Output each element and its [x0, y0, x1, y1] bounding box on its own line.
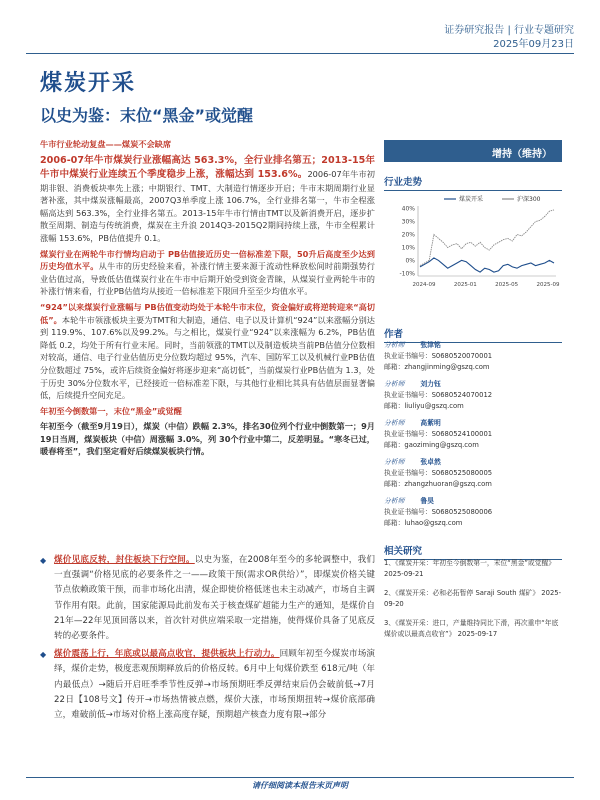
footer-disclaimer: 请仔细阅读本报告末页声明: [252, 781, 348, 790]
report-header: [444, 24, 574, 52]
x-tick-label: 2024-09: [412, 282, 436, 288]
analyst-name: 鲁昊: [420, 497, 434, 505]
bullet-1-head: 煤价见底反转，封住板块下行空间。: [54, 555, 195, 565]
header-rule: [26, 53, 574, 54]
analyst-name: 刘力钰: [420, 380, 441, 388]
paragraph-1-body: 2006-07年牛市初期非银、消费板块率先上涨；中期银行、TMT、大制造行情逐步开启；牛市末期周期行业显著补涨，其中煤炭涨幅最高，2007Q3单季度上涨 106.7%，全行业排名第一，牛市全程涨幅高达到 563.3%，全行业排名第五。2013-15年牛市行情由TMT以及新消费开启，逐步扩散至周期、制造与传统消费，煤炭在主升浪 2014Q3-2015Q2期间持续上涨，牛市全程累计涨幅 153.6%，PB估值提升 0.1。: [40, 168, 375, 243]
analyst-item: [384, 418, 562, 451]
analyst-item: [384, 496, 562, 529]
report-type: 证券研究报告 | 行业专题研究: [444, 25, 574, 36]
x-tick-label: 2025-01: [453, 282, 477, 288]
related-item[interactable]: [384, 618, 562, 640]
trend-chart-svg: [384, 192, 562, 292]
main-title: 以史为鉴：末位“黑金”或觉醒: [40, 106, 254, 125]
series-line-coal: [420, 258, 554, 272]
analyst-item: [384, 379, 562, 412]
related-date: 2025-09-20: [384, 589, 562, 608]
analyst-email-label: 邮箱：: [384, 402, 405, 410]
analyst-cert-label: 执业证书编号：: [384, 352, 432, 360]
analyst-email[interactable]: liuliyu@gszq.com: [404, 402, 464, 410]
analyst-email[interactable]: gaoziming@gszq.com: [404, 441, 479, 449]
analyst-name: 张津铭: [420, 341, 441, 349]
analyst-item: [384, 457, 562, 490]
paragraph-1: [40, 154, 375, 245]
legend-label: 煤炭开采: [459, 196, 484, 203]
bullet-1-body: 以史为鉴，在2008年至今的多轮调整中，我们一直强调“价格见底的必要条件之一——政策干预(需求OR供给）”，即煤炭价格关键节点依赖政策干预，而非市场化出清，煤企即使价格低迷也未主动减产，市场自主调节作用有限。此前，国家能源局此前发布关于核查煤矿超能力生产的通知，是煤价自 21年—22年见顶回落以来，首次针对供应端采取一定措施，使得煤价具备了见底反转的必要条件。: [54, 555, 375, 642]
paragraph-1-head: 2006-07年牛市煤炭行业涨幅高达 563.3%，全行业排名第五；2013-15年牛市中煤炭行业连续五个季度稳步上涨，涨幅达到 153.6%。: [40, 154, 375, 180]
analysts-title: 作者: [384, 326, 562, 343]
analyst-list: [384, 340, 562, 535]
paragraph-3-head: “924”以来煤炭行业涨幅与 PB估值变动均处于本轮牛市末位，资金偏好或将逆转迎来“高切低”。: [40, 301, 375, 325]
analyst-item: [384, 340, 562, 373]
trend-header: [384, 174, 562, 191]
analyst-role: 分析师: [384, 419, 405, 427]
analyst-email-label: 邮箱：: [384, 519, 405, 527]
legend-label: 沪深300: [517, 196, 541, 203]
trend-chart: [384, 192, 562, 292]
paragraph-2: [40, 248, 375, 298]
y-tick-label: 30%: [401, 218, 415, 226]
related-item[interactable]: [384, 558, 562, 580]
analyst-cert-label: 执业证书编号：: [384, 391, 432, 399]
paragraph-2-body: 从牛市的历史经验来看，补涨行情主要来源于流动性释放松间时前期强势行业估值过高，导致低估值煤炭行业在牛市中后期开始受到资金青睐，从煤炭行业两轮牛市的补涨行情来看，行业PB估值均从接近一倍标准差下限回升至至少均值水平。: [40, 261, 375, 297]
related-text: 2、《煤炭开采：必和必拓暂停 Saraji South 煤矿》: [384, 589, 540, 597]
analyst-name: 张卓然: [420, 458, 441, 466]
bullet-list: [40, 553, 375, 726]
summary-subtitle: 牛市行业轮动复盘——煤炭不会缺席: [40, 139, 172, 149]
summary-column: [40, 138, 375, 461]
analyst-role: 分析师: [384, 380, 405, 388]
analyst-email-label: 邮箱：: [384, 363, 405, 371]
analyst-name: 高紫明: [420, 419, 441, 427]
y-tick-label: 40%: [401, 205, 415, 213]
y-tick-label: -10%: [399, 270, 415, 278]
bullet-2-head: 煤价震荡上行，年底或以最高点收官，提供板块上行动力。: [54, 649, 280, 660]
related-text: 3、《煤炭开采：进口，产量维持同比下滑，再次重申“年底煤价或以最高点收官”》: [384, 619, 559, 638]
y-tick-label: 0%: [405, 257, 415, 265]
related-date: 2025-09-21: [384, 570, 424, 578]
x-tick-label: 2025-05: [495, 282, 519, 288]
related-title: 相关研究: [384, 543, 562, 560]
analyst-email-label: 邮箱：: [384, 480, 405, 488]
x-tick-label: 2025-09: [536, 282, 560, 288]
analyst-cert-label: 执业证书编号：: [384, 508, 432, 516]
analyst-cert: S0680525080005: [431, 469, 493, 477]
analyst-role: 分析师: [384, 497, 405, 505]
analyst-cert-label: 执业证书编号：: [384, 469, 432, 477]
analyst-role: 分析师: [384, 458, 405, 466]
y-tick-label: 20%: [401, 231, 415, 239]
paragraph-3-body: 本轮牛市领涨板块主要为TMT和大制造，通信、电子以及计算机“924”以来涨幅分别达到 119.9%、107.6%以及99.2%。与之相比，煤炭行业“924”以来涨幅为 6.2%，PB估值降低 0.2，均处于所有行业末尾。同时，当前领涨的TMT以及制造板块当前PB估值分位数相对较高，通信、电子行业估值历史分位数均超过 95%，汽车、国防军工以及机械行业PB估值分位数超过 75%，或许后续资金偏好将逐步迎来“高切低”，当前煤炭行业PB估值为 1.3，处于历史 30%分位数水平，已经接近一倍标准差下限，与其他行业相比其具有估值层面显著偏低，后续提升空间充足。: [40, 314, 375, 401]
paragraph-3: [40, 301, 375, 402]
paragraph-5: 年初至今（截至9月19日），煤炭（中信）跌幅 2.3%，排名30位列个行业中倒数第一；9月19日当周，煤炭板块（中信）周涨幅 3.0%，列 30个行业中第二，反差明显。“寒冬已过，暖春将至”，我们坚定看好后续煤炭板块行情。: [40, 421, 375, 457]
analyst-cert-label: 执业证书编号：: [384, 430, 432, 438]
analyst-cert: S0680524100001: [431, 430, 493, 438]
footer-rule: [26, 777, 574, 778]
related-text: 1、《煤炭开采：年初至今倒数第一，末位“黑金”或觉醒》: [384, 559, 556, 567]
bullet-2-body: 回顾年初至今煤炭市场演绎，煤价走势，极度悲观预期释放后的价格反转。6月中上旬煤价跌至 618元/吨（年内最低点）→随后开启旺季季节性反弹→市场预期旺季反弹结束后仍会破前低→7月22日【108号文】传开→市场热情被点燃，煤价大涨，市场预期扭转→煤价底部确立，难破前低→市场对价格上涨高度存疑，预期超产核查力度有限→部分: [54, 649, 375, 721]
analyst-cert: S0680520070001: [431, 352, 493, 360]
analyst-role: 分析师: [384, 341, 405, 349]
y-tick-label: 10%: [401, 244, 415, 252]
bullet-item-2: [40, 647, 375, 723]
analyst-email[interactable]: luhao@gszq.com: [404, 519, 463, 527]
related-item[interactable]: [384, 588, 562, 610]
analyst-cert: S0680524070012: [431, 391, 493, 399]
paragraph-4-head: 年初至今倒数第一，末位“黑金”或觉醒: [40, 405, 182, 416]
report-date: 2025年09月23日: [493, 39, 574, 50]
section-title: 煤炭开采: [40, 71, 137, 96]
bullet-item-1: [40, 553, 375, 644]
rating-badge: 增持（维持）: [384, 140, 562, 162]
related-date: 2025-09-17: [457, 630, 498, 638]
trend-title: 行业走势: [384, 174, 562, 191]
analyst-email-label: 邮箱：: [384, 441, 405, 449]
analyst-email[interactable]: zhangzhuoran@gszq.com: [404, 480, 492, 488]
analyst-cert: S0680525080006: [431, 508, 493, 516]
paragraph-2-head: 煤炭行业在两轮牛市行情均启动于 PB估值接近历史一倍标准差下限，50升后高度至少达到历史均值水平。: [40, 248, 375, 272]
related-list: [384, 558, 562, 648]
analyst-email[interactable]: zhangjinming@gszq.com: [404, 363, 490, 371]
series-line-csi300: [420, 210, 554, 266]
